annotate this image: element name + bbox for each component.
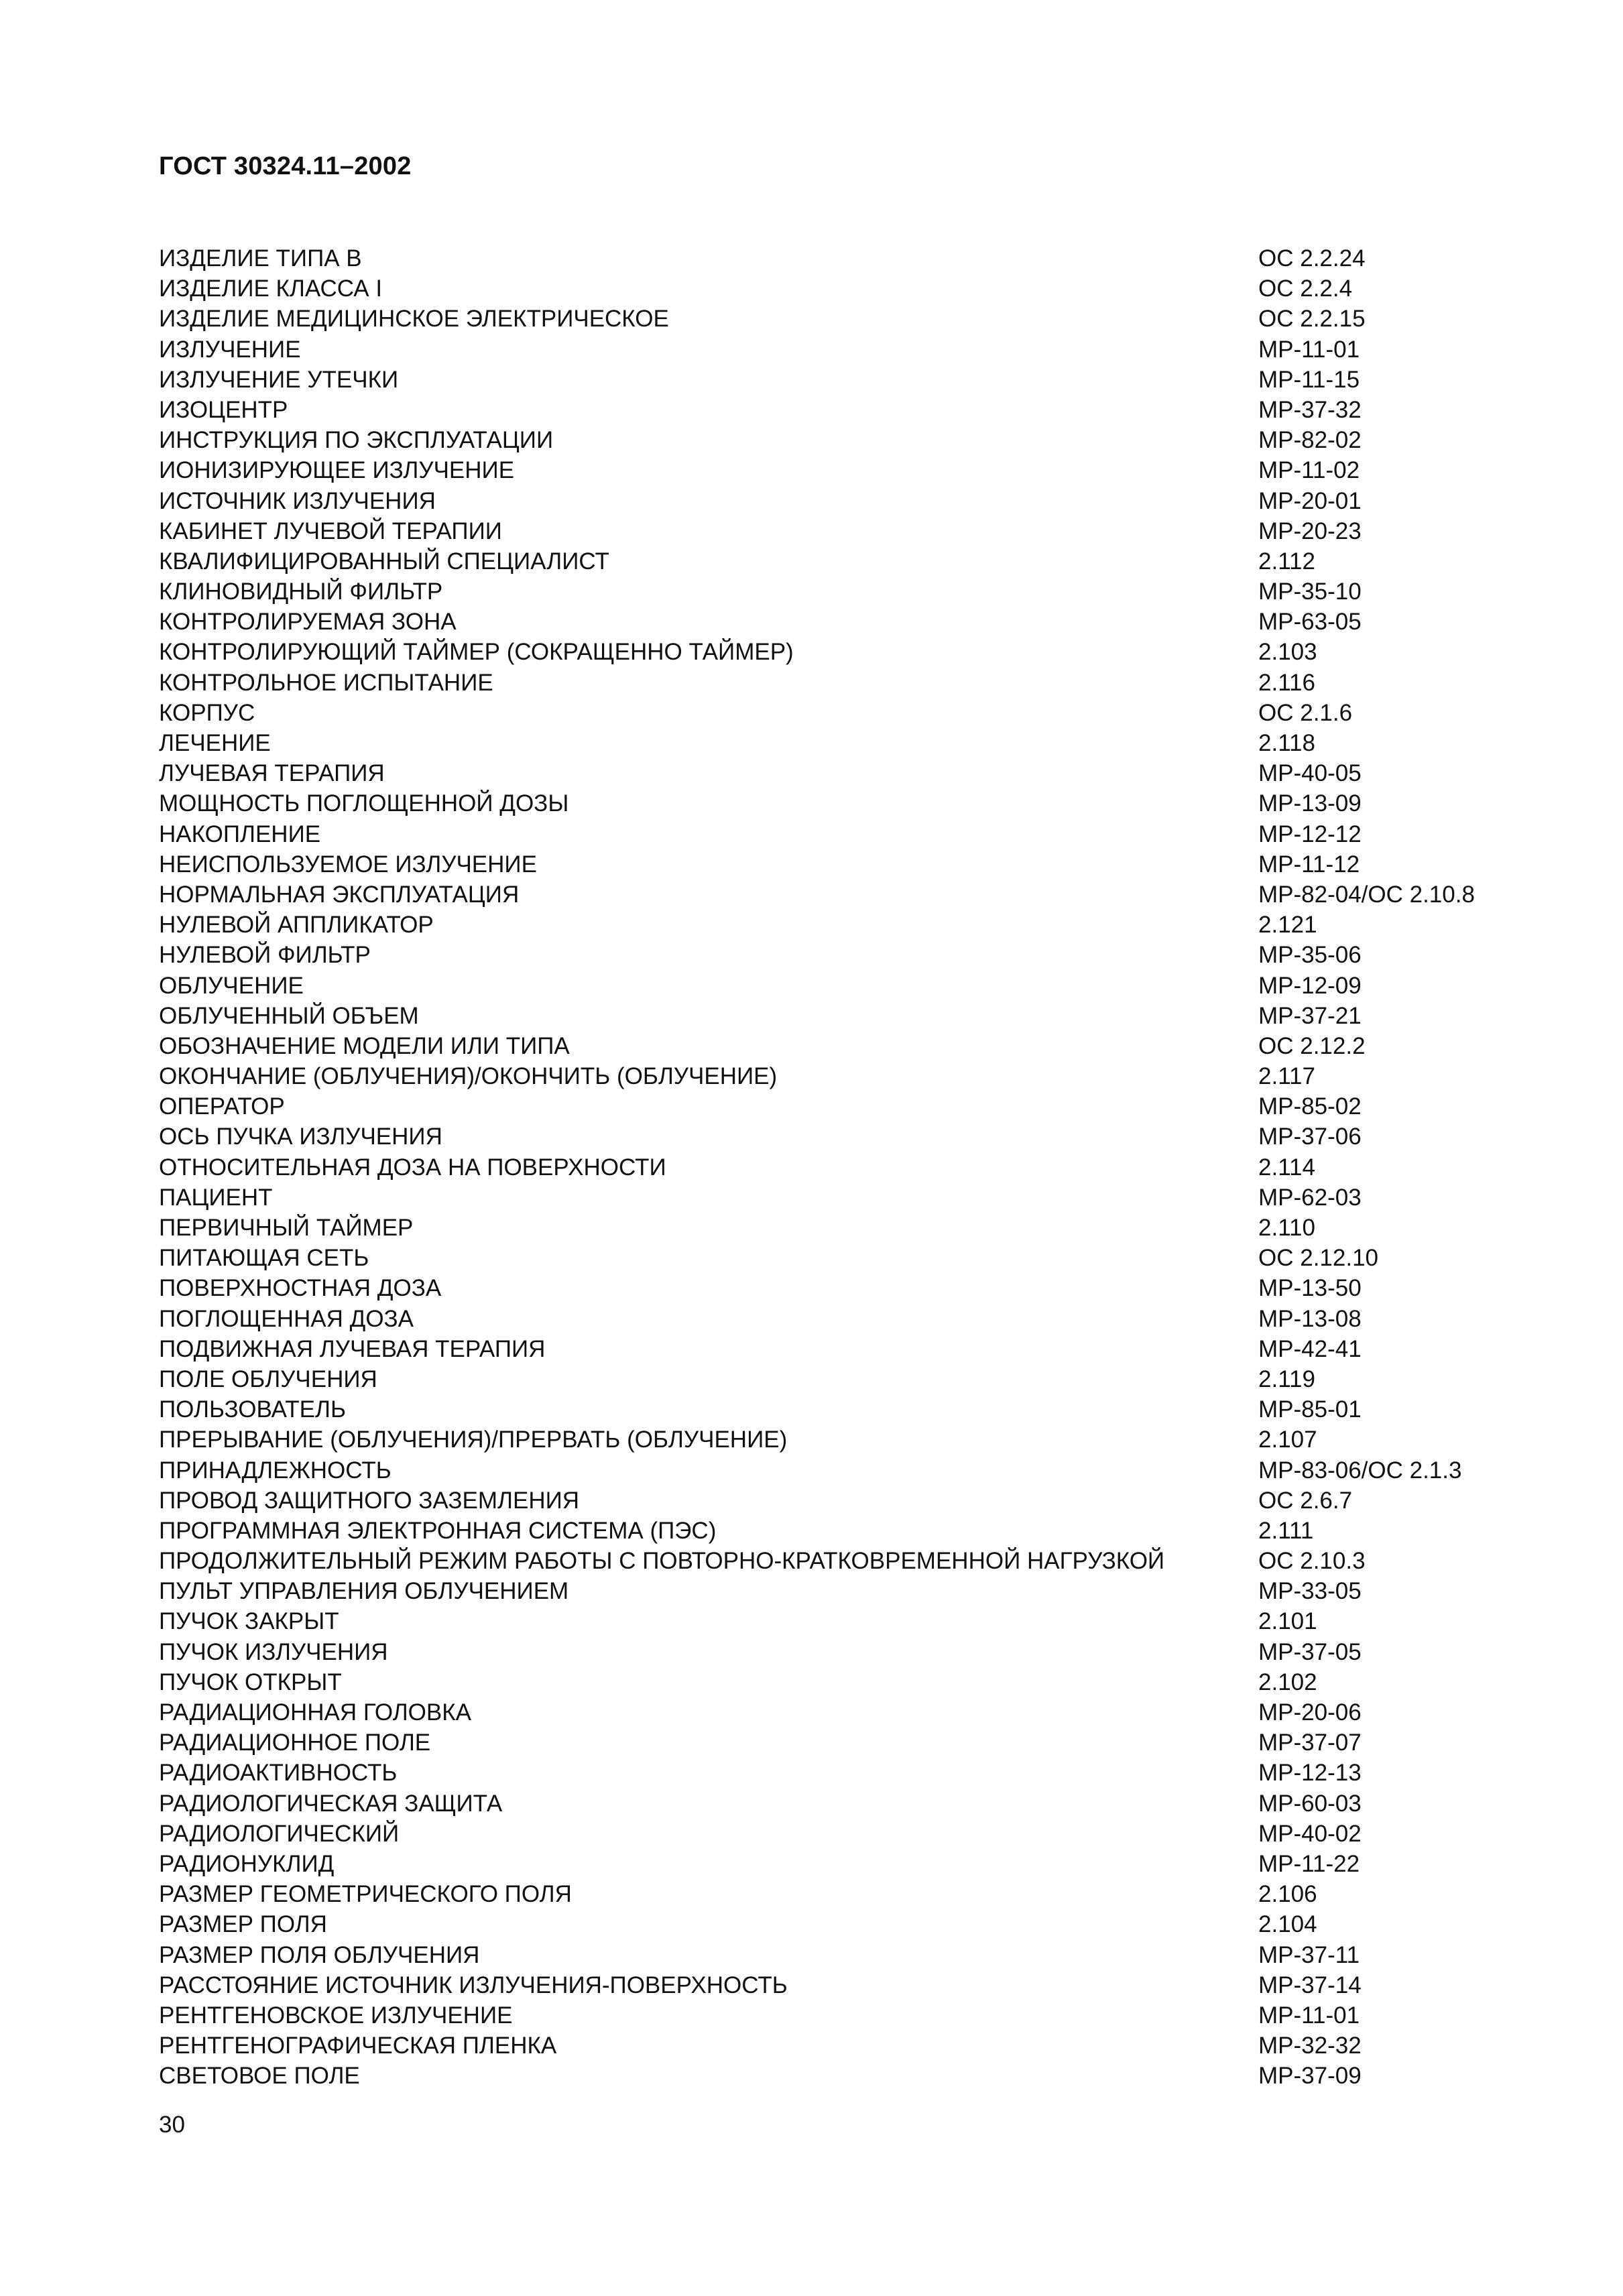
- index-term: РЕНТГЕНОГРАФИЧЕСКАЯ ПЛЕНКА: [159, 2033, 557, 2059]
- index-reference: МР-11-15: [1258, 366, 1360, 393]
- index-term: ИЗЛУЧЕНИЕ: [159, 336, 301, 363]
- index-reference: МР-11-01: [1258, 2002, 1360, 2029]
- index-entry: [159, 1516, 1526, 1546]
- index-reference: 2.119: [1258, 1366, 1315, 1392]
- index-entry: [159, 486, 1526, 516]
- index-reference: МР-20-23: [1258, 518, 1362, 544]
- index-entry: [159, 1909, 1526, 1939]
- index-entry: [159, 546, 1526, 577]
- index-term: РАДИАЦИОННАЯ ГОЛОВКА: [159, 1699, 471, 1726]
- index-term: КОНТРОЛИРУЮЩИЙ ТАЙМЕР (СОКРАЩЕННО ТАЙМЕР): [159, 639, 794, 666]
- index-entry: [159, 788, 1526, 819]
- index-entry: [159, 698, 1526, 728]
- index-reference: 2.107: [1258, 1427, 1317, 1453]
- index-term: ОКОНЧАНИЕ (ОБЛУЧЕНИЯ)/ОКОНЧИТЬ (ОБЛУЧЕНИЕ): [159, 1063, 778, 1090]
- index-term: РАЗМЕР ГЕОМЕТРИЧЕСКОГО ПОЛЯ: [159, 1881, 572, 1908]
- index-reference: МР-40-02: [1258, 1820, 1362, 1847]
- index-term: ПУЧОК ИЗЛУЧЕНИЯ: [159, 1638, 388, 1665]
- index-entry: [159, 819, 1526, 849]
- index-term: ПУЧОК ЗАКРЫТ: [159, 1608, 339, 1635]
- index-term: РАДИОНУКЛИД: [159, 1850, 335, 1877]
- index-term: ИЗДЕЛИЕ ТИПА B: [159, 245, 362, 271]
- index-term: ОБОЗНАЧЕНИЕ МОДЕЛИ ИЛИ ТИПА: [159, 1032, 570, 1059]
- index-entry: [159, 668, 1526, 698]
- index-reference: МР-13-09: [1258, 790, 1362, 817]
- index-entry: [159, 1819, 1526, 1849]
- index-term: КЛИНОВИДНЫЙ ФИЛЬТР: [159, 579, 443, 605]
- index-reference: МР-32-32: [1258, 2033, 1362, 2059]
- document-header: ГОСТ 30324.11–2002: [159, 152, 412, 180]
- index-entry: [159, 1243, 1526, 1273]
- term-index-list: [159, 243, 1526, 2091]
- index-reference: МР-11-22: [1258, 1850, 1360, 1877]
- index-reference: МР-33-05: [1258, 1578, 1362, 1605]
- index-term: ОПЕРАТОР: [159, 1093, 285, 1120]
- index-reference: 2.112: [1258, 548, 1315, 575]
- index-entry: [159, 1213, 1526, 1243]
- index-reference: МР-85-02: [1258, 1093, 1362, 1120]
- index-reference: МР-12-13: [1258, 1760, 1362, 1787]
- index-entry: [159, 1425, 1526, 1455]
- index-term: КОНТРОЛЬНОЕ ИСПЫТАНИЕ: [159, 669, 493, 696]
- index-reference: ОС 2.1.6: [1258, 699, 1353, 726]
- index-entry: [159, 849, 1526, 880]
- index-term: РАДИОЛОГИЧЕСКАЯ ЗАЩИТА: [159, 1790, 503, 1817]
- index-term: НУЛЕВОЙ АППЛИКАТОР: [159, 912, 434, 939]
- index-entry: [159, 274, 1526, 304]
- index-term: ПУЛЬТ УПРАВЛЕНИЯ ОБЛУЧЕНИЕМ: [159, 1578, 569, 1605]
- index-entry: [159, 2061, 1526, 2091]
- index-entry: [159, 1364, 1526, 1394]
- index-entry: [159, 940, 1526, 970]
- index-term: ПРОГРАММНАЯ ЭЛЕКТРОННАЯ СИСТЕМА (ПЭС): [159, 1517, 717, 1544]
- index-reference: МР-42-41: [1258, 1335, 1362, 1362]
- index-reference: 2.117: [1258, 1063, 1315, 1090]
- index-entry: [159, 1273, 1526, 1303]
- index-reference: МР-13-50: [1258, 1275, 1362, 1302]
- index-term: ОБЛУЧЕННЫЙ ОБЪЕМ: [159, 1002, 419, 1029]
- index-reference: МР-12-12: [1258, 821, 1362, 847]
- index-term: ИНСТРУКЦИЯ ПО ЭКСПЛУАТАЦИИ: [159, 427, 554, 454]
- index-term: ОТНОСИТЕЛЬНАЯ ДОЗА НА ПОВЕРХНОСТИ: [159, 1154, 666, 1181]
- index-reference: МР-37-07: [1258, 1730, 1362, 1756]
- index-reference: ОС 2.12.10: [1258, 1245, 1378, 1272]
- index-reference: 2.121: [1258, 912, 1317, 939]
- index-term: КАБИНЕТ ЛУЧЕВОЙ ТЕРАПИИ: [159, 518, 502, 544]
- index-entry: [159, 2031, 1526, 2061]
- index-term: ПИТАЮЩАЯ СЕТЬ: [159, 1245, 369, 1272]
- index-entry: [159, 1091, 1526, 1122]
- index-entry: [159, 577, 1526, 607]
- index-reference: МР-62-03: [1258, 1184, 1362, 1211]
- index-reference: МР-35-10: [1258, 579, 1362, 605]
- index-entry: [159, 1546, 1526, 1576]
- index-reference: МР-37-06: [1258, 1124, 1362, 1150]
- index-entry: [159, 1606, 1526, 1636]
- index-entry: [159, 1576, 1526, 1606]
- index-term: ИЗОЦЕНТР: [159, 396, 288, 423]
- index-reference: 2.104: [1258, 1911, 1317, 1938]
- index-reference: МР-37-14: [1258, 1972, 1362, 1998]
- index-reference: 2.118: [1258, 730, 1315, 756]
- index-reference: ОС 2.2.4: [1258, 276, 1353, 302]
- index-entry: [159, 304, 1526, 334]
- index-entry: [159, 365, 1526, 395]
- index-term: ИСТОЧНИК ИЗЛУЧЕНИЯ: [159, 487, 436, 514]
- index-term: РАДИАЦИОННОЕ ПОЛЕ: [159, 1730, 431, 1756]
- index-reference: 2.102: [1258, 1669, 1317, 1695]
- index-reference: МР-11-01: [1258, 336, 1360, 363]
- index-reference: 2.114: [1258, 1154, 1315, 1181]
- index-entry: [159, 1697, 1526, 1728]
- index-entry: [159, 1486, 1526, 1516]
- index-reference: МР-40-05: [1258, 760, 1362, 787]
- index-entry: [159, 607, 1526, 637]
- index-entry: [159, 335, 1526, 365]
- index-reference: МР-35-06: [1258, 942, 1362, 969]
- index-term: ПРЕРЫВАНИЕ (ОБЛУЧЕНИЯ)/ПРЕРВАТЬ (ОБЛУЧЕНИЕ): [159, 1427, 788, 1453]
- index-term: РАЗМЕР ПОЛЯ ОБЛУЧЕНИЯ: [159, 1941, 480, 1968]
- index-entry: [159, 1394, 1526, 1425]
- index-term: ПУЧОК ОТКРЫТ: [159, 1669, 342, 1695]
- index-entry: [159, 1637, 1526, 1667]
- index-term: ПРОДОЛЖИТЕЛЬНЫЙ РЕЖИМ РАБОТЫ С ПОВТОРНО-КРАТКОВРЕМЕННОЙ НАГРУЗКОЙ: [159, 1548, 1165, 1575]
- index-term: РАДИОЛОГИЧЕСКИЙ: [159, 1820, 400, 1847]
- index-reference: МР-83-06/ОС 2.1.3: [1258, 1457, 1462, 1484]
- index-term: ЛУЧЕВАЯ ТЕРАПИЯ: [159, 760, 385, 787]
- index-term: ПОЛЬЗОВАТЕЛЬ: [159, 1396, 346, 1423]
- index-entry: [159, 758, 1526, 788]
- index-reference: МР-37-11: [1258, 1941, 1360, 1968]
- index-reference: ОС 2.6.7: [1258, 1487, 1353, 1514]
- index-term: СВЕТОВОЕ ПОЛЕ: [159, 2063, 360, 2090]
- index-term: ПОВЕРХНОСТНАЯ ДОЗА: [159, 1275, 442, 1302]
- index-term: РАЗМЕР ПОЛЯ: [159, 1911, 327, 1938]
- index-reference: МР-37-32: [1258, 396, 1362, 423]
- index-reference: МР-37-05: [1258, 1638, 1362, 1665]
- index-reference: МР-85-01: [1258, 1396, 1362, 1423]
- index-term: РАДИОАКТИВНОСТЬ: [159, 1760, 398, 1787]
- index-entry: [159, 1940, 1526, 1970]
- index-entry: [159, 425, 1526, 455]
- index-entry: [159, 1122, 1526, 1152]
- index-entry: [159, 1789, 1526, 1819]
- index-reference: МР-20-06: [1258, 1699, 1362, 1726]
- index-entry: [159, 910, 1526, 940]
- index-reference: МР-60-03: [1258, 1790, 1362, 1817]
- index-entry: [159, 1970, 1526, 2000]
- index-entry: [159, 880, 1526, 910]
- index-term: ОСЬ ПУЧКА ИЗЛУЧЕНИЯ: [159, 1124, 442, 1150]
- index-reference: ОС 2.12.2: [1258, 1032, 1366, 1059]
- index-entry: [159, 1728, 1526, 1758]
- index-reference: МР-11-02: [1258, 457, 1360, 484]
- index-reference: МР-82-02: [1258, 427, 1362, 454]
- index-reference: 2.110: [1258, 1215, 1315, 1241]
- index-term: КОРПУС: [159, 699, 255, 726]
- index-term: ПРОВОД ЗАЩИТНОГО ЗАЗЕМЛЕНИЯ: [159, 1487, 580, 1514]
- index-reference: МР-11-12: [1258, 851, 1360, 878]
- index-entry: [159, 1879, 1526, 1909]
- index-term: ИЗДЕЛИЕ КЛАССА I: [159, 276, 383, 302]
- index-reference: ОС 2.2.24: [1258, 245, 1366, 271]
- index-term: ПЕРВИЧНЫЙ ТАЙМЕР: [159, 1215, 414, 1241]
- index-entry: [159, 1455, 1526, 1486]
- index-entry: [159, 1667, 1526, 1697]
- index-entry: [159, 1031, 1526, 1061]
- index-term: ПРИНАДЛЕЖНОСТЬ: [159, 1457, 392, 1484]
- index-entry: [159, 1152, 1526, 1183]
- page-number: 30: [159, 2112, 185, 2138]
- index-entry: [159, 1758, 1526, 1788]
- index-term: КОНТРОЛИРУЕМАЯ ЗОНА: [159, 609, 457, 636]
- index-term: НУЛЕВОЙ ФИЛЬТР: [159, 942, 371, 969]
- index-entry: [159, 516, 1526, 546]
- index-reference: ОС 2.10.3: [1258, 1548, 1366, 1575]
- index-term: ИЗДЕЛИЕ МЕДИЦИНСКОЕ ЭЛЕКТРИЧЕСКОЕ: [159, 306, 669, 333]
- index-term: ПОЛЕ ОБЛУЧЕНИЯ: [159, 1366, 377, 1392]
- index-reference: МР-13-08: [1258, 1305, 1362, 1332]
- index-entry: [159, 728, 1526, 758]
- index-reference: 2.103: [1258, 639, 1317, 666]
- index-entry: [159, 1183, 1526, 1213]
- index-term: ПОДВИЖНАЯ ЛУЧЕВАЯ ТЕРАПИЯ: [159, 1335, 546, 1362]
- index-term: РАССТОЯНИЕ ИСТОЧНИК ИЗЛУЧЕНИЯ-ПОВЕРХНОСТЬ: [159, 1972, 788, 1998]
- index-entry: [159, 971, 1526, 1001]
- index-term: НОРМАЛЬНАЯ ЭКСПЛУАТАЦИЯ: [159, 881, 520, 908]
- index-entry: [159, 1304, 1526, 1334]
- index-reference: МР-12-09: [1258, 972, 1362, 999]
- index-term: ПОГЛОЩЕННАЯ ДОЗА: [159, 1305, 414, 1332]
- index-term: ЛЕЧЕНИЕ: [159, 730, 271, 756]
- index-entry: [159, 1061, 1526, 1091]
- index-entry: [159, 1334, 1526, 1364]
- index-reference: МР-82-04/ОС 2.10.8: [1258, 881, 1475, 908]
- index-reference: МР-20-01: [1258, 487, 1362, 514]
- index-reference: 2.101: [1258, 1608, 1317, 1635]
- index-term: КВАЛИФИЦИРОВАННЫЙ СПЕЦИАЛИСТ: [159, 548, 609, 575]
- index-term: МОЩНОСТЬ ПОГЛОЩЕННОЙ ДОЗЫ: [159, 790, 569, 817]
- index-entry: [159, 243, 1526, 274]
- index-term: ПАЦИЕНТ: [159, 1184, 273, 1211]
- index-entry: [159, 2000, 1526, 2031]
- index-reference: 2.116: [1258, 669, 1315, 696]
- index-reference: ОС 2.2.15: [1258, 306, 1366, 333]
- index-entry: [159, 1001, 1526, 1031]
- index-entry: [159, 455, 1526, 485]
- index-term: НАКОПЛЕНИЕ: [159, 821, 321, 847]
- index-term: РЕНТГЕНОВСКОЕ ИЗЛУЧЕНИЕ: [159, 2002, 513, 2029]
- index-entry: [159, 637, 1526, 667]
- index-reference: 2.106: [1258, 1881, 1317, 1908]
- index-term: НЕИСПОЛЬЗУЕМОЕ ИЗЛУЧЕНИЕ: [159, 851, 537, 878]
- index-reference: МР-63-05: [1258, 609, 1362, 636]
- index-entry: [159, 1849, 1526, 1879]
- index-term: ОБЛУЧЕНИЕ: [159, 972, 304, 999]
- index-term: ИОНИЗИРУЮЩЕЕ ИЗЛУЧЕНИЕ: [159, 457, 515, 484]
- index-reference: МР-37-09: [1258, 2063, 1362, 2090]
- index-term: ИЗЛУЧЕНИЕ УТЕЧКИ: [159, 366, 399, 393]
- index-reference: 2.111: [1258, 1517, 1314, 1544]
- index-entry: [159, 395, 1526, 425]
- index-reference: МР-37-21: [1258, 1002, 1362, 1029]
